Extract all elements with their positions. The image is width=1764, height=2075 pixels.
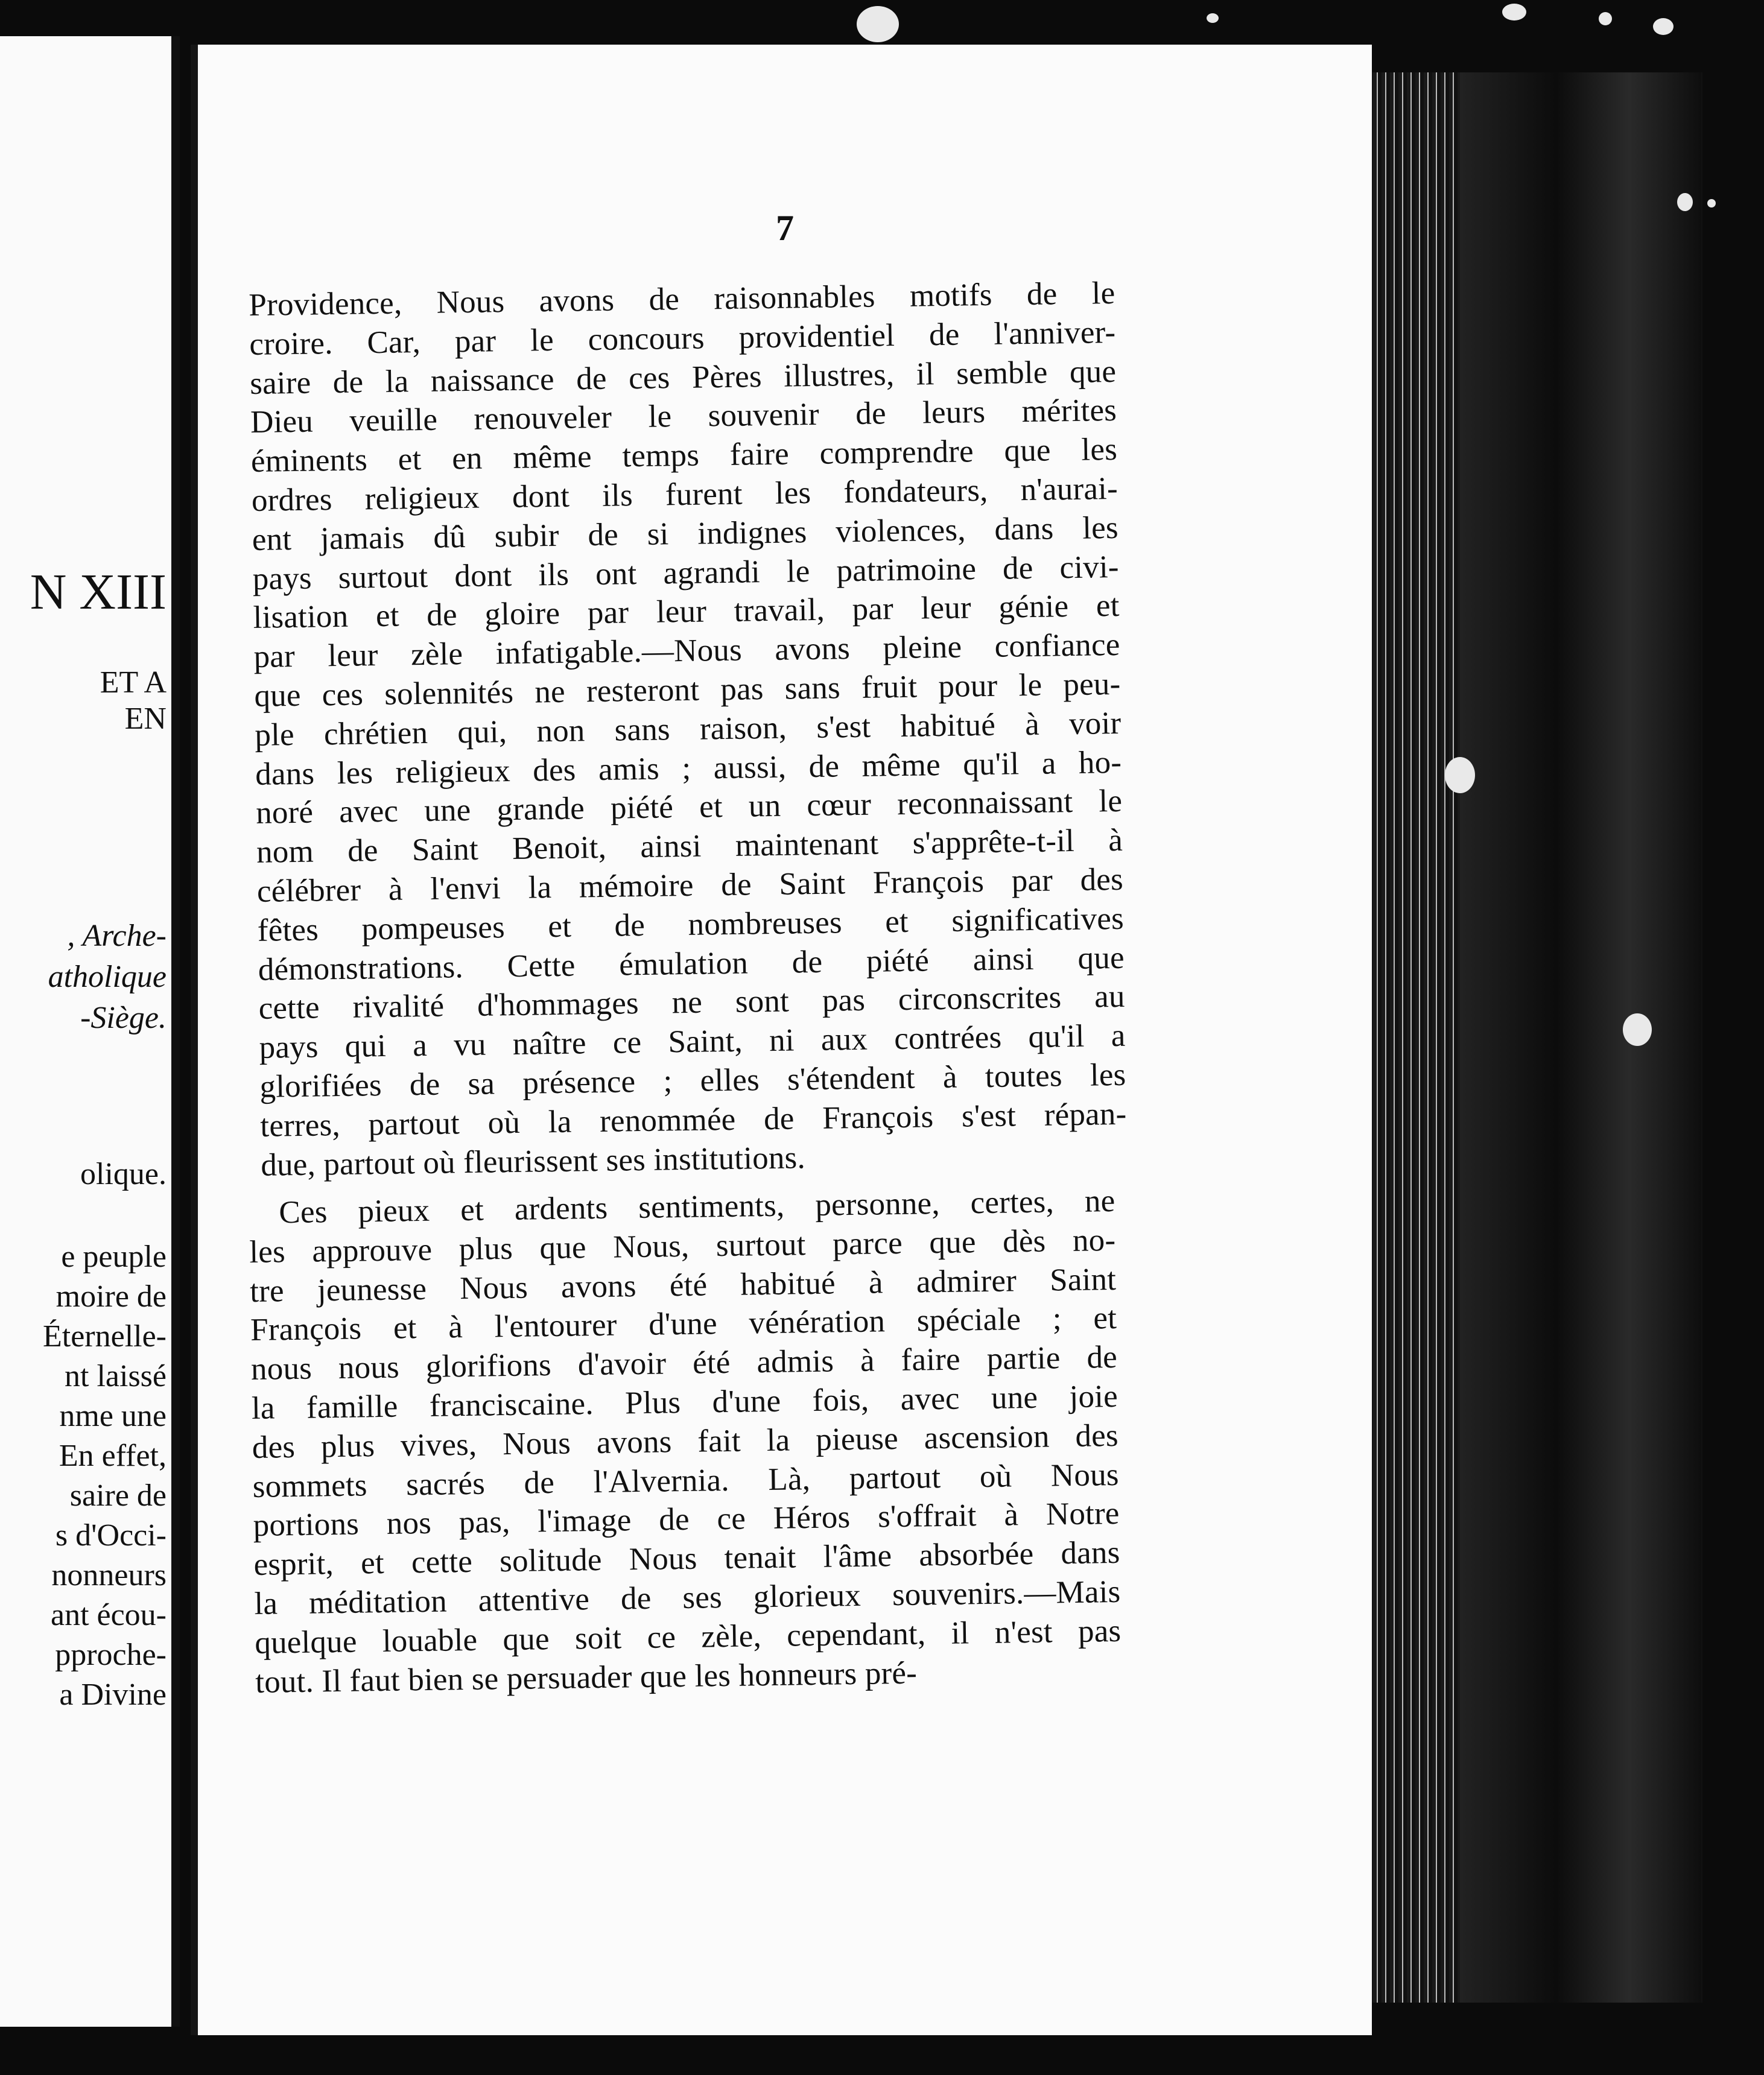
- scan-speck: [1623, 1013, 1652, 1046]
- previous-page-line: atholique: [48, 960, 167, 994]
- text-line: tre jeunesse Nous avons été habitué à admirer Saint: [249, 1261, 1117, 1309]
- text-line: ordres religieux dont ils furent les fondateurs, n'aurai-: [251, 470, 1118, 518]
- text-line: par leur zèle infatigable.—Nous avons pleine confiance: [253, 627, 1120, 675]
- book-page: [191, 45, 1372, 2035]
- page-number: 7: [776, 208, 794, 248]
- text-line: Dieu veuille renouveler le souvenir de leurs mérites: [250, 393, 1117, 440]
- text-line: la méditation attentive de ses glorieux souvenirs.—Mais: [254, 1574, 1121, 1621]
- previous-page-line: nonneurs: [51, 1558, 167, 1592]
- text-line: glorifiées de sa présence ; elles s'étendent à toutes les: [259, 1057, 1126, 1104]
- text-line: croire. Car, par le concours providentiel de l'anniver-: [249, 314, 1116, 362]
- text-line: éminents et en même temps faire comprendre que les: [250, 432, 1118, 480]
- scan-speck: [1677, 193, 1693, 211]
- text-line: esprit, et cette solitude Nous tenait l'âme absorbée dans: [253, 1535, 1120, 1583]
- text-line: démonstrations. Cette émulation de piété ainsi que: [258, 940, 1125, 987]
- previous-page-line: ant écou-: [50, 1598, 167, 1632]
- previous-page-line: N XIII: [30, 564, 167, 620]
- scan-speck: [1599, 12, 1612, 25]
- text-line: que ces solennités ne resteront pas sans fruit pour le peu-: [254, 666, 1121, 714]
- scan-speck: [1707, 199, 1716, 208]
- text-line: pays qui a vu naître ce Saint, ni aux contrées qu'il a: [259, 1018, 1126, 1066]
- previous-page-line: moire de: [56, 1279, 167, 1314]
- text-line: la famille franciscaine. Plus d'une fois, avec une joie: [251, 1378, 1118, 1426]
- text-line: François et à l'entourer d'une vénération spéciale ; et: [250, 1300, 1117, 1348]
- paragraph-2: [249, 1182, 1122, 1702]
- scan-speck: [1207, 13, 1219, 23]
- text-line: Ces pieux et ardents sentiments, personne, certes, ne: [279, 1183, 1115, 1231]
- text-line: terres, partout où la renommée de François s'est répan-: [260, 1096, 1127, 1144]
- text-line: lisation et de gloire par leur travail, par leur génie et: [253, 588, 1120, 636]
- scan-speck: [1653, 18, 1674, 35]
- text-line: sommets sacrés de l'Alvernia. Là, partout où Nous: [252, 1457, 1120, 1504]
- previous-page-line: nt laissé: [65, 1359, 167, 1393]
- previous-page-line: EN: [124, 702, 167, 736]
- text-line: ple chrétien qui, non sans raison, s'est habitué à voir: [254, 705, 1122, 753]
- previous-page-line: olique.: [80, 1157, 167, 1191]
- text-line: tout. Il faut bien se persuader que les honneurs pré-: [255, 1655, 918, 1700]
- previous-page: [0, 36, 180, 2027]
- scan-speck: [1502, 4, 1526, 21]
- previous-page-line: e peuple: [61, 1240, 167, 1274]
- text-line: des plus vives, Nous avons fait la pieuse ascension des: [252, 1418, 1119, 1465]
- scan-speck: [857, 6, 899, 42]
- text-line: dans les religieux des amis ; aussi, de même qu'il a ho-: [255, 744, 1122, 792]
- previous-page-line: En effet,: [59, 1439, 167, 1473]
- previous-page-line: -Siège.: [80, 1001, 167, 1035]
- previous-page-line: , Arche-: [67, 919, 167, 953]
- previous-page-line: ET A: [100, 665, 167, 700]
- text-line: les approuve plus que Nous, surtout parce que dès no-: [249, 1222, 1116, 1270]
- scan-speck: [1445, 757, 1475, 793]
- text-line: pays surtout dont ils ont agrandi le patrimoine de civi-: [252, 549, 1120, 597]
- previous-page-line: saire de: [69, 1478, 167, 1513]
- text-line: célébrer à l'envi la mémoire de Saint François par des: [256, 861, 1124, 909]
- text-line: due, partout où fleurissent ses institutions.: [260, 1139, 806, 1183]
- text-line: ent jamais dû subir de si indignes violences, dans les: [252, 510, 1119, 557]
- text-line: cette rivalité d'hommages ne sont pas circonscrites au: [258, 979, 1125, 1027]
- text-line: Providence, Nous avons de raisonnables motifs de le: [249, 275, 1115, 323]
- text-line: nom de Saint Benoit, ainsi maintenant s'apprête-t-il à: [256, 823, 1123, 870]
- paragraph-1: [249, 274, 1128, 1185]
- book-edge-shadow: [1460, 72, 1701, 2003]
- previous-page-line: a Divine: [59, 1677, 167, 1712]
- text-line: portions nos pas, l'image de ce Héros s'offrait à Notre: [253, 1496, 1120, 1544]
- previous-page-line: pproche-: [55, 1638, 167, 1672]
- text-line: quelque louable que soit ce zèle, cependant, il n'est pas: [254, 1613, 1122, 1661]
- previous-page-line: s d'Occi-: [55, 1518, 167, 1553]
- text-line: noré avec une grande piété et un cœur reconnaissant le: [255, 784, 1123, 831]
- text-line: fêtes pompeuses et de nombreuses et significatives: [257, 901, 1125, 948]
- previous-page-line: Éternelle-: [43, 1319, 167, 1354]
- text-line: nous nous glorifions d'avoir été admis à faire partie de: [250, 1340, 1118, 1387]
- text-line: saire de la naissance de ces Pères illustres, il semble que: [249, 353, 1117, 401]
- previous-page-line: nme une: [59, 1399, 167, 1433]
